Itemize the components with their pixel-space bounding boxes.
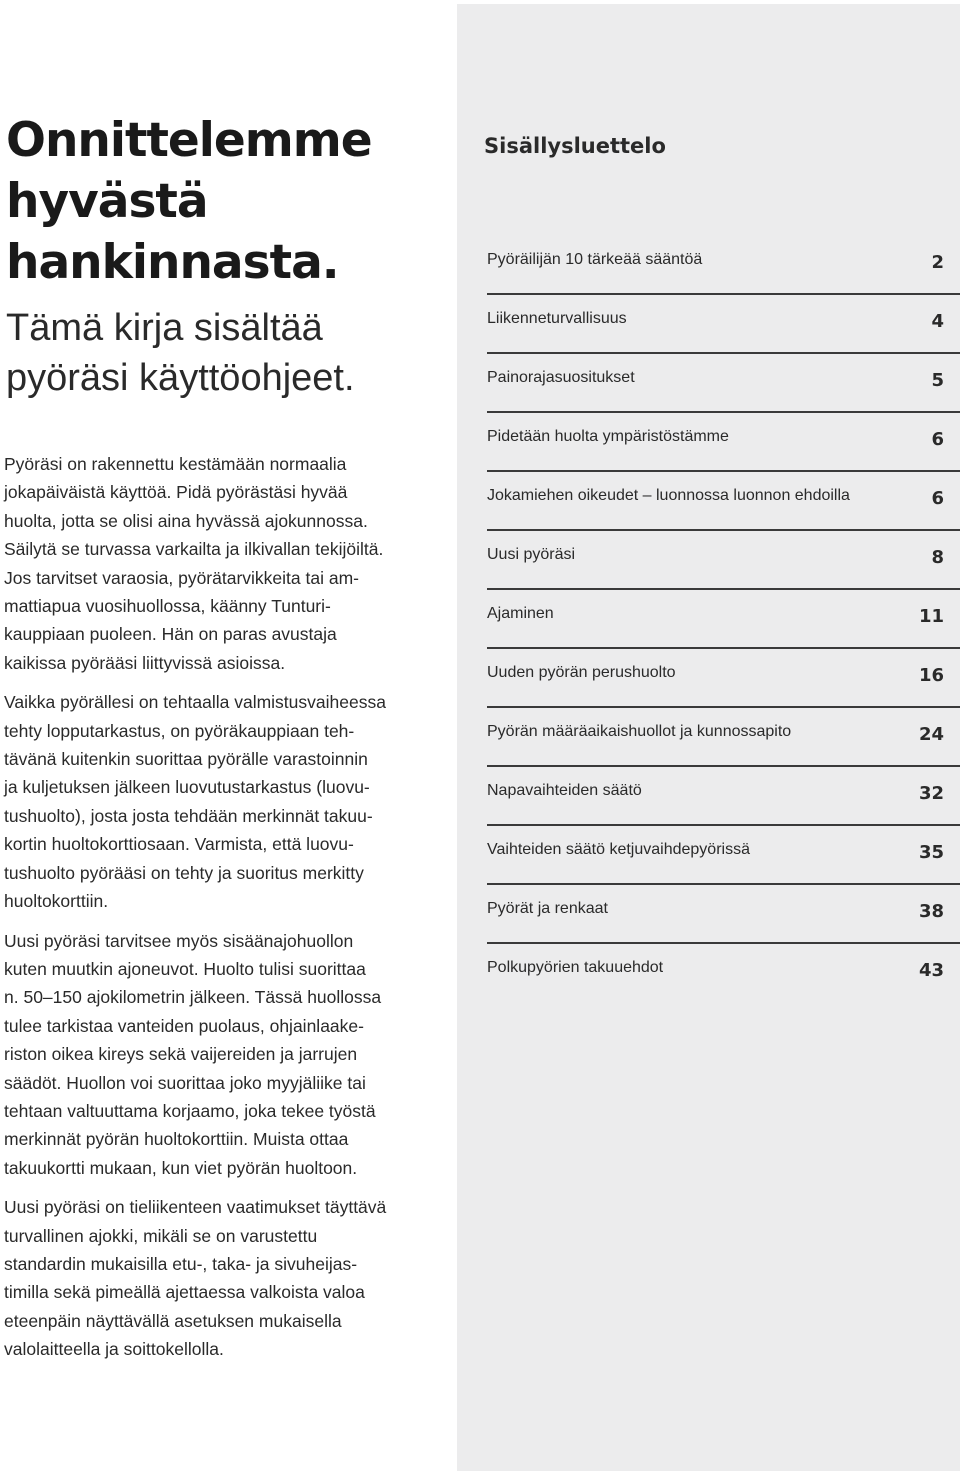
toc-item-page: 16 (918, 665, 944, 686)
text-line: huolta, jotta se olisi aina hyvässä ajokunnossa. (4, 510, 368, 531)
toc-item-label: Painorajasuositukset (487, 369, 635, 386)
toc-item[interactable] (487, 885, 960, 944)
toc-item-label: Pyörät ja renkaat (487, 900, 608, 917)
text-line: takuukortti mukaan, kun viet pyörän huoltoon. (4, 1157, 358, 1178)
toc-item-label: Pidetään huolta ympäristöstämme (487, 428, 729, 445)
toc-item-page: 35 (918, 842, 944, 863)
paragraph (4, 1193, 404, 1363)
subhead-line: pyöräsi käyttöohjeet. (6, 357, 355, 399)
toc-item[interactable] (487, 531, 960, 590)
toc-item[interactable] (487, 236, 960, 295)
headline-line: hyvästä (6, 174, 208, 229)
toc-item-page: 32 (918, 783, 944, 804)
text-line: kortin huoltokorttiosaan. Varmista, että luovu- (4, 834, 354, 855)
toc-item-label: Uusi pyöräsi (487, 546, 576, 563)
toc-item[interactable] (487, 649, 960, 708)
toc-item-page: 4 (931, 311, 944, 332)
toc-item[interactable] (487, 767, 960, 826)
text-line: turvallinen ajokki, mikäli se on varustettu (4, 1225, 318, 1246)
text-line: Pyöräsi on rakennettu kestämään normaalia (4, 454, 347, 474)
text-line: tushuolto pyörääsi on tehty ja suoritus merkitty (4, 862, 364, 883)
body-text (4, 450, 404, 1375)
toc-item-label: Napavaihteiden säätö (487, 782, 642, 799)
toc-item[interactable] (487, 944, 960, 1001)
text-line: standardin mukaisilla etu-, taka- ja sivuheijas- (4, 1253, 358, 1274)
text-line: tushuolto), josta josta tehdään merkinnät takuu- (4, 805, 373, 826)
text-line: tehtaan valtuuttama korjaamo, joka tekee työstä (4, 1100, 376, 1121)
text-line: riston oikea kireys sekä vaijereiden ja jarrujen (4, 1044, 358, 1065)
text-line: Säilytä se turvassa varkailta ja ilkivallan tekijöiltä. (4, 539, 384, 560)
text-line: ja kuljetuksen jälkeen luovutustarkastus (luovu- (4, 777, 370, 798)
toc-item-page: 24 (918, 724, 944, 745)
text-line: säädöt. Huollon voi suorittaa joko myyjäliike tai (4, 1072, 366, 1093)
toc-item-page: 43 (918, 960, 944, 981)
toc-item[interactable] (487, 354, 960, 413)
toc-item-page: 6 (931, 488, 944, 509)
toc-item-label: Pyöräilijän 10 tärkeää sääntöä (487, 251, 703, 268)
text-line: Uusi pyöräsi on tieliikenteen vaatimukset täyttävä (4, 1197, 387, 1218)
toc-item[interactable] (487, 472, 960, 531)
text-line: tehty lopputarkastus, on pyöräkauppiaan teh- (4, 720, 355, 741)
toc-item-page: 11 (918, 606, 944, 627)
text-line: Uusi pyöräsi tarvitsee myös sisäänajohuollon (4, 930, 354, 951)
text-line: mattiapua vuosihuollossa, käänny Tunturi- (4, 596, 331, 617)
toc-item-page: 8 (931, 547, 944, 568)
toc-item[interactable] (487, 295, 960, 354)
toc-list (487, 236, 960, 1001)
toc-item-label: Pyörän määräaikaishuollot ja kunnossapito (487, 723, 792, 740)
table-of-contents-panel (457, 4, 960, 1471)
text-line: kauppiaan puoleen. Hän on paras avustaja (4, 624, 337, 645)
paragraph (4, 688, 404, 915)
toc-item[interactable] (487, 708, 960, 767)
toc-item-page: 6 (931, 429, 944, 450)
toc-item-label: Vaihteiden säätö ketjuvaihdepyörissä (487, 841, 750, 858)
page-subheadline (6, 303, 355, 403)
text-line: tulee tarkistaa vanteiden puolaus, ohjainlaake- (4, 1015, 364, 1036)
toc-item[interactable] (487, 826, 960, 885)
toc-item-label: Liikenneturvallisuus (487, 310, 627, 327)
page-headline (6, 110, 372, 293)
toc-item-page: 38 (918, 901, 944, 922)
text-line: tävänä kuitenkin suorittaa pyörälle varastoinnin (4, 749, 368, 770)
toc-item-page: 2 (931, 252, 944, 273)
text-line: timilla sekä pimeällä ajettaessa valkoista valoa (4, 1282, 365, 1303)
toc-title: Sisällysluettelo (484, 134, 666, 158)
text-line: eteenpäin näyttävällä asetuksen mukaisella (4, 1310, 342, 1331)
toc-item-label: Ajaminen (487, 605, 554, 622)
text-line: Vaikka pyörällesi on tehtaalla valmistusvaiheessa (4, 692, 386, 713)
headline-line: hankinnasta. (6, 235, 339, 290)
intro-column (0, 0, 420, 1471)
toc-item-label: Jokamiehen oikeudet – luonnossa luonnon ehdoilla (487, 487, 850, 504)
toc-item-page: 5 (931, 370, 944, 391)
text-line: valolaitteella ja soittokellolla. (4, 1339, 224, 1360)
text-line: Jos tarvitset varaosia, pyörätarvikkeita tai am- (4, 567, 359, 588)
paragraph (4, 927, 404, 1183)
toc-item[interactable] (487, 590, 960, 649)
subhead-line: Tämä kirja sisältää (6, 307, 323, 349)
text-line: kaikissa pyörääsi liittyvissä asioissa. (4, 652, 286, 673)
paragraph (4, 450, 404, 677)
text-line: jokapäiväistä käyttöä. Pidä pyörästäsi hyvää (4, 482, 348, 503)
text-line: n. 50–150 ajokilometrin jälkeen. Tässä huollossa (4, 987, 382, 1008)
text-line: merkinnät pyörän huoltokorttiin. Muista ottaa (4, 1129, 349, 1150)
text-line: kuten muutkin ajoneuvot. Huolto tulisi suorittaa (4, 958, 366, 979)
toc-item[interactable] (487, 413, 960, 472)
text-line: huoltokorttiin. (4, 891, 109, 912)
toc-item-label: Polkupyörien takuuehdot (487, 959, 664, 976)
toc-item-label: Uuden pyörän perushuolto (487, 664, 676, 681)
headline-line: Onnittelemme (6, 113, 372, 168)
